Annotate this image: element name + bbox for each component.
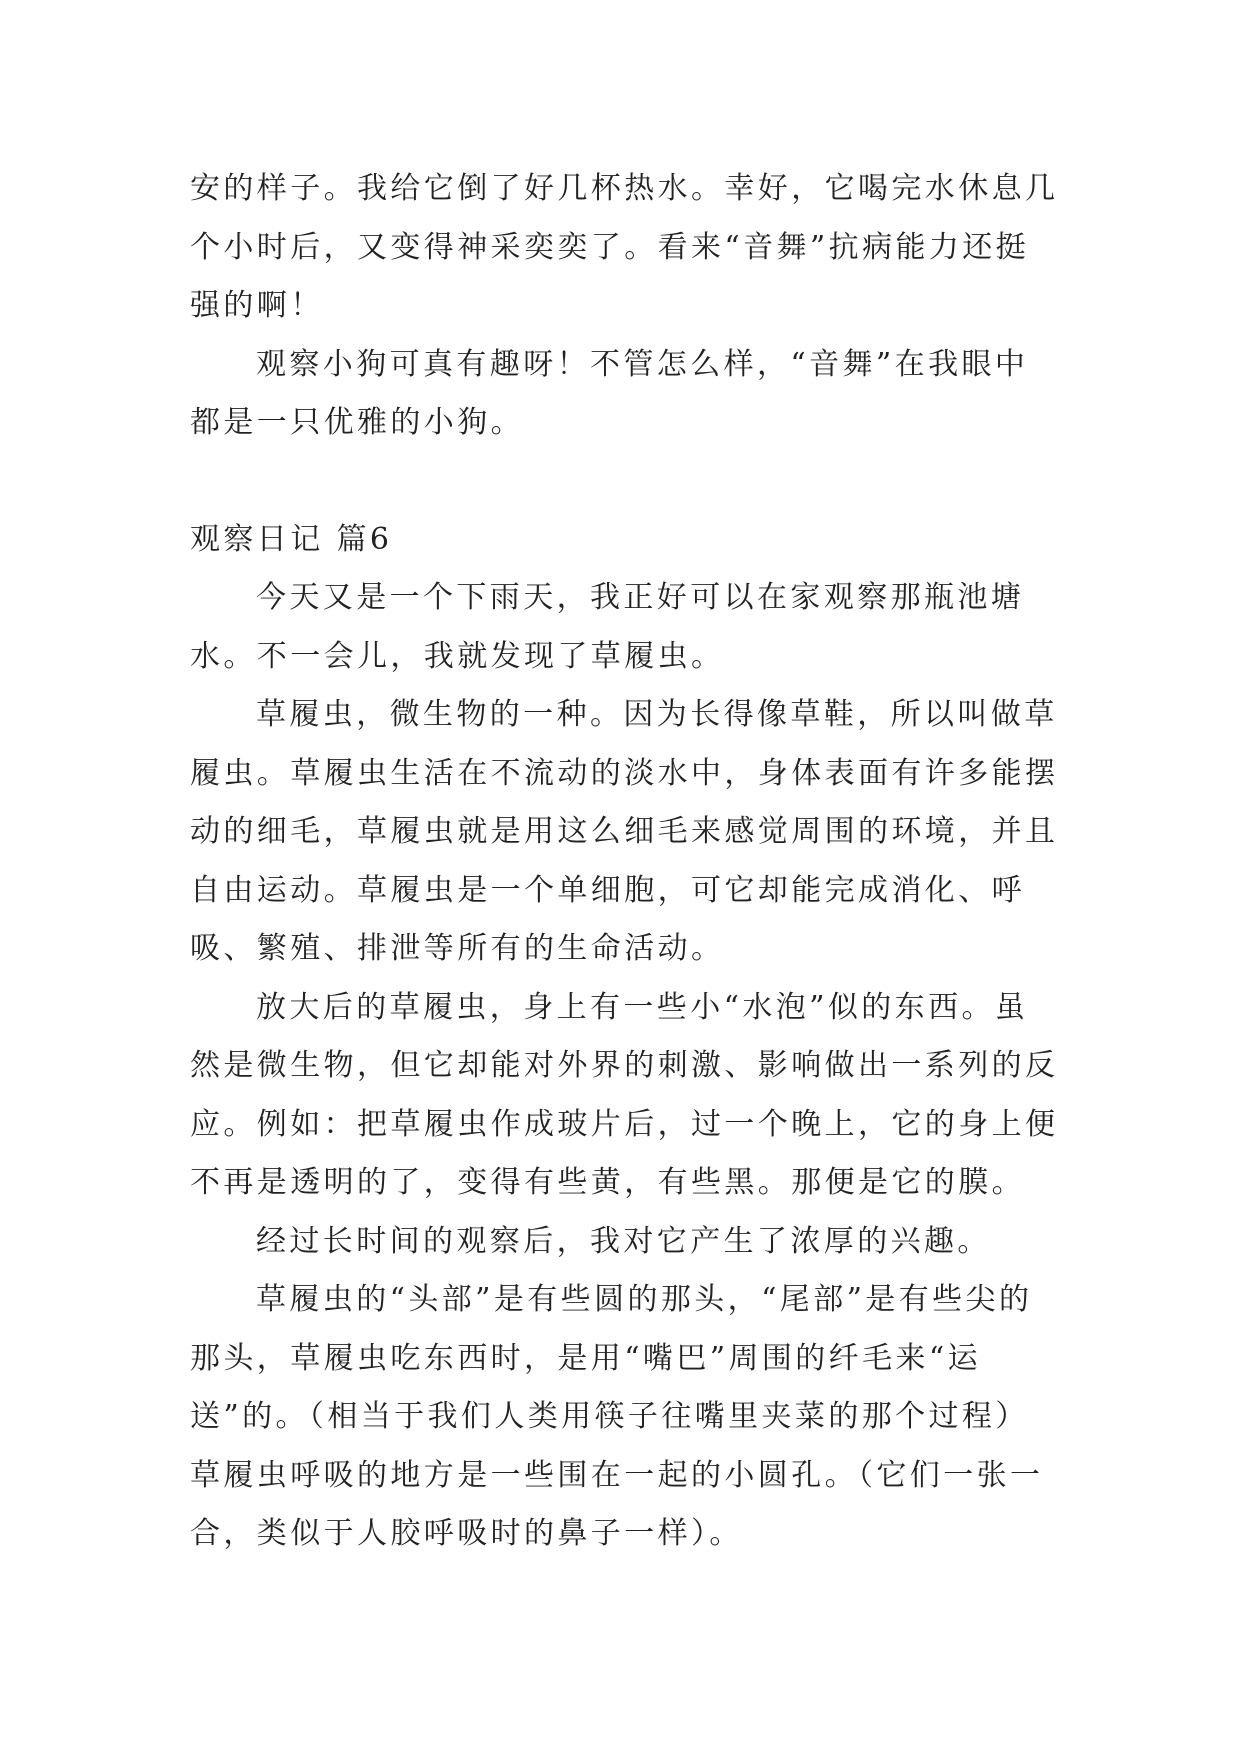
paragraph-3: 放大后的草履虫，身上有一些小“水泡”似的东西。虽然是微生物，但它却能对外界的刺激、影响做出一系列的反应。例如：把草履虫作成玻片后，过一个晚上，它的身上便不再是透明的了，变得有些黄，有些黑。那便是它的膜。 bbox=[190, 989, 1059, 1200]
lead-paragraph-2: 观察小狗可真有趣呀！不管怎么样，“音舞”在我眼中都是一只优雅的小狗。 bbox=[190, 346, 1029, 440]
document-page bbox=[190, 160, 1060, 1564]
paragraph-4: 经过长时间的观察后，我对它产生了浓厚的兴趣。 bbox=[256, 1223, 991, 1259]
paragraph-1: 今天又是一个下雨天，我正好可以在家观察那瓶池塘水。不一会儿，我就发现了草履虫。 bbox=[190, 580, 1025, 674]
paragraph-2: 草履虫，微生物的一种。因为长得像草鞋，所以叫做草履虫。草履虫生活在不流动的淡水中，身体表面有许多能摆动的细毛，草履虫就是用这么细毛来感觉周围的环境，并且自由运动。草履虫是一个单细胞，可它却能完成消化、呼吸、繁殖、排泄等所有的生命活动。 bbox=[190, 697, 1059, 966]
lead-paragraph-1: 安的样子。我给它倒了好几杯热水。幸好，它喝完水休息几个小时后，又变得神采奕奕了。看来“音舞”抗病能力还挺强的啊！ bbox=[190, 171, 1059, 323]
section-title: 观察日记 篇6 bbox=[190, 521, 393, 557]
paragraph-5: 草履虫的“头部”是有些圆的那头，“尾部”是有些尖的那头，草履虫吃东西时，是用“嘴巴”周围的纤毛来“运送”的。（相当于我们人类用筷子往嘴里夹菜的那个过程）草履虫呼吸的地方是一些围在一起的小圆孔。（它们一张一合，类似于人胶呼吸时的鼻子一样）。 bbox=[190, 1282, 1044, 1551]
